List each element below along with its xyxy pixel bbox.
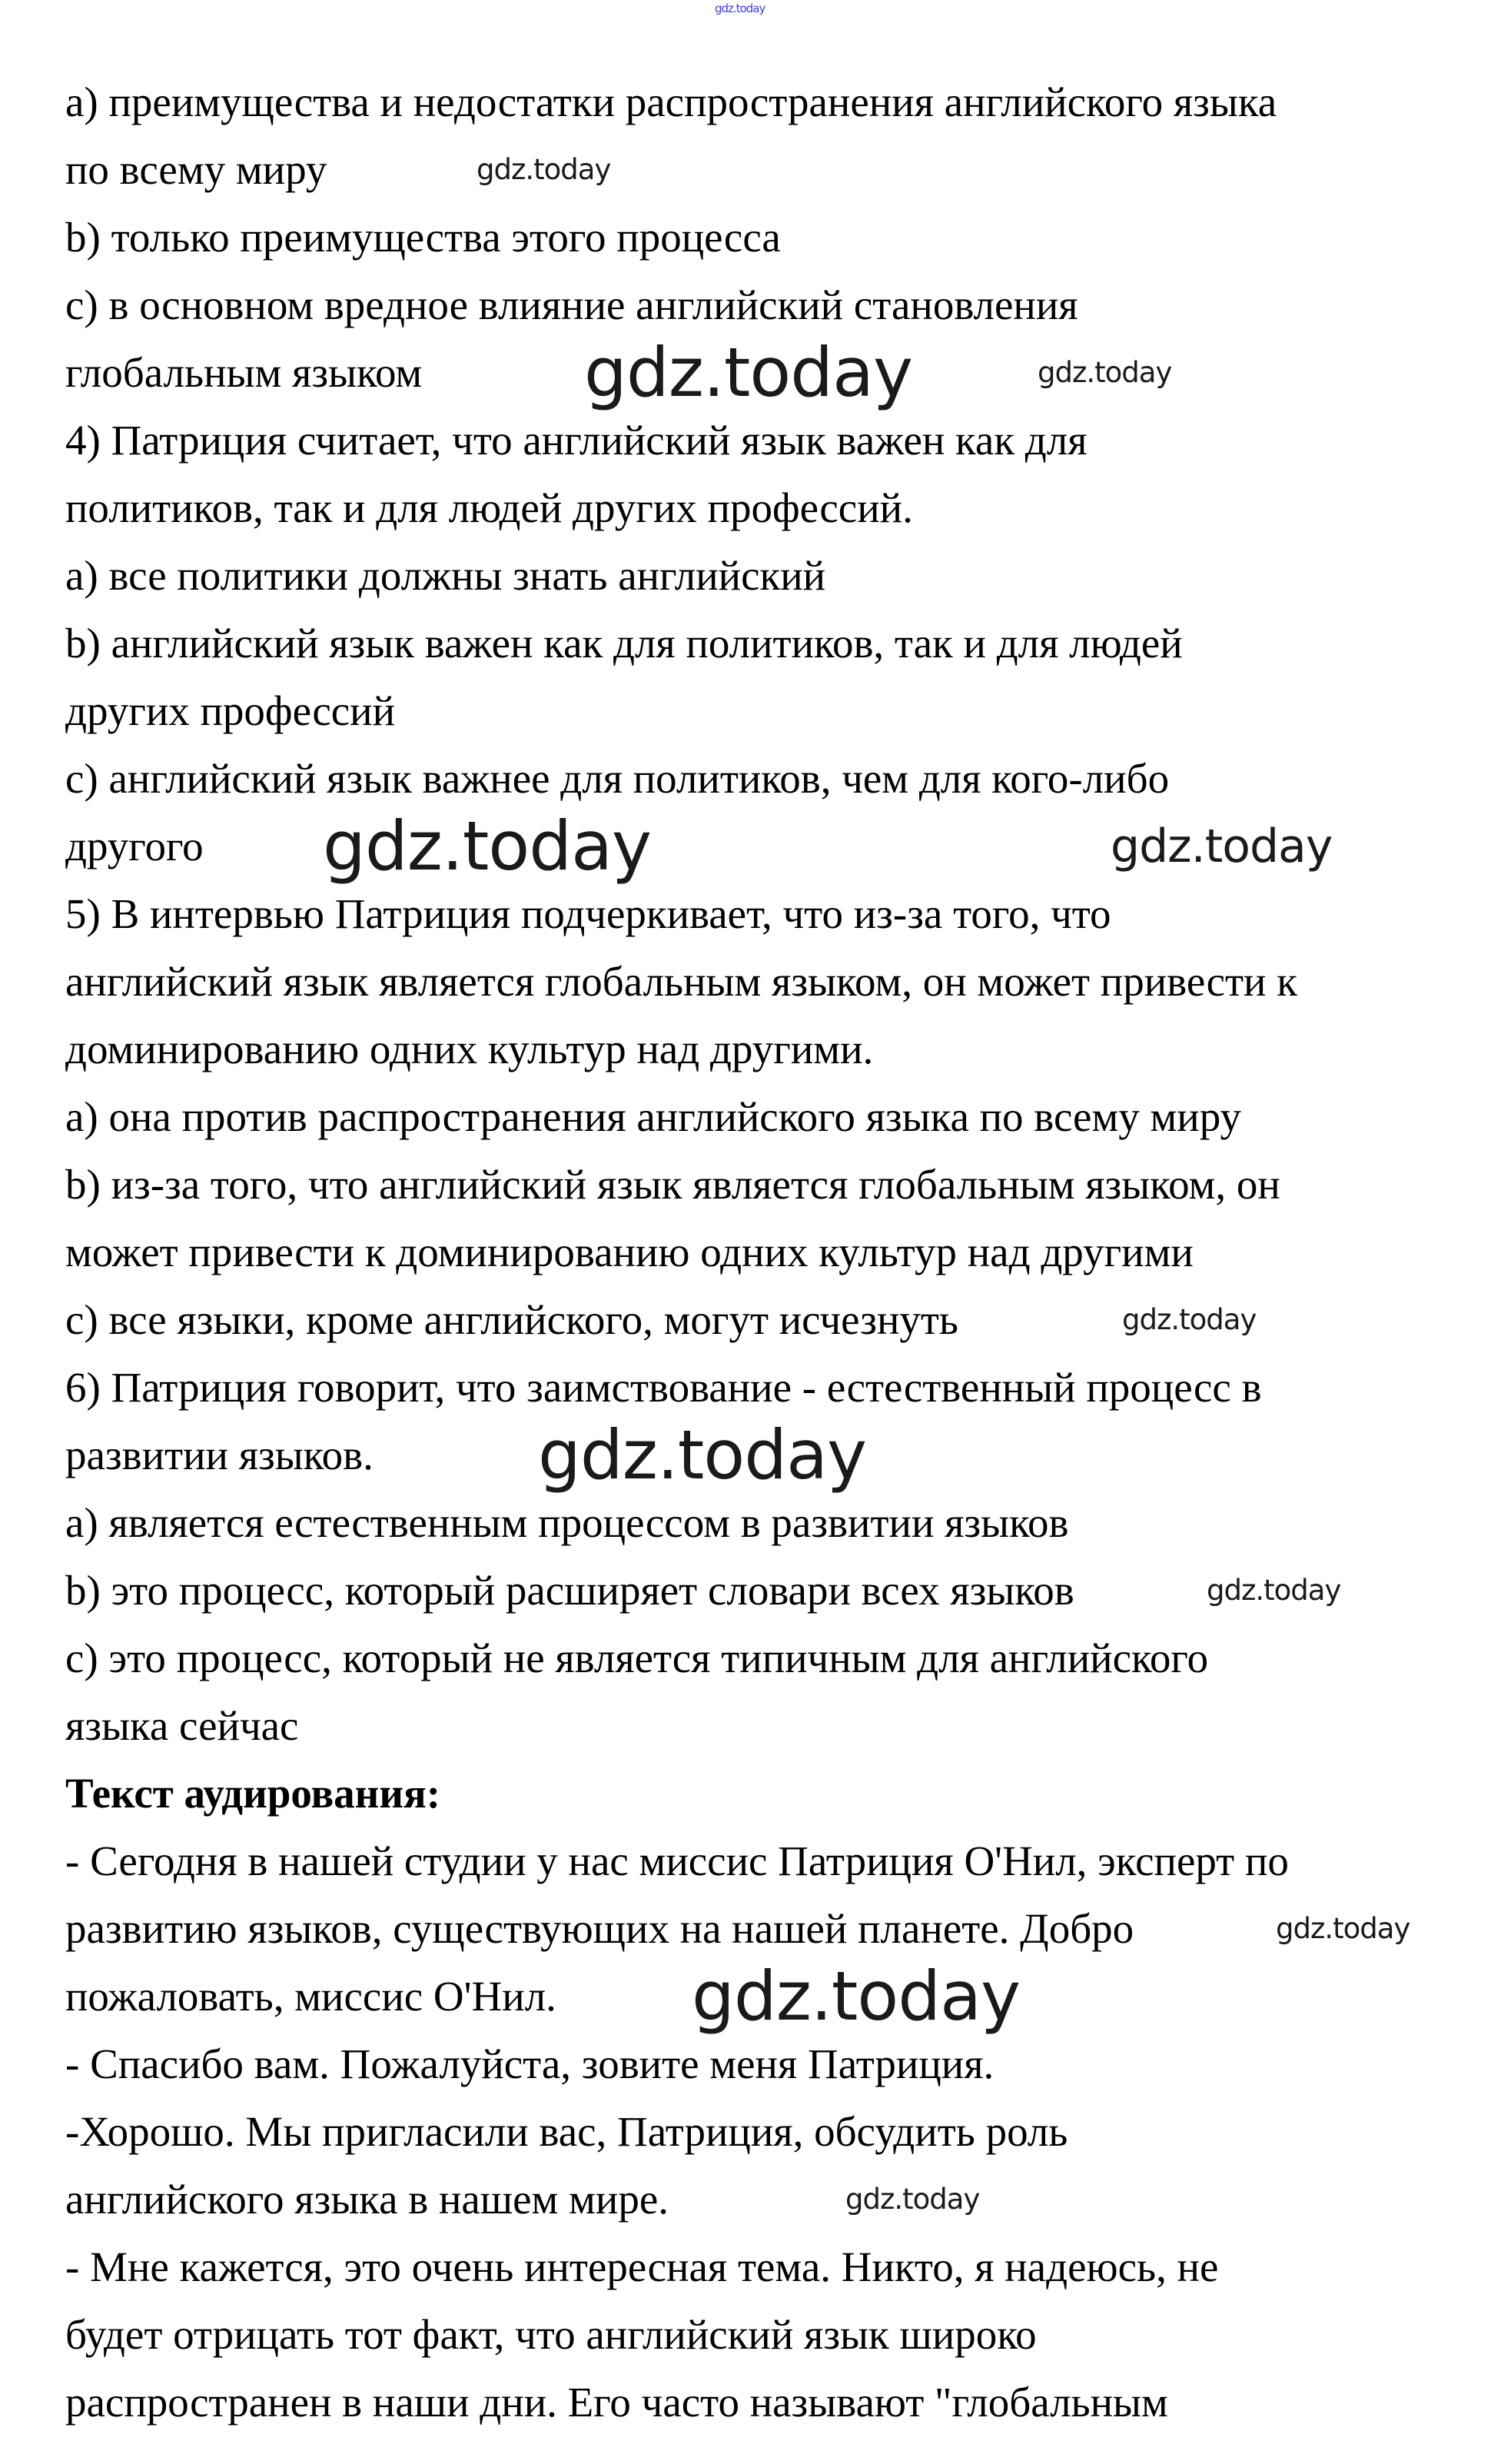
watermark: gdz.today bbox=[538, 1415, 867, 1495]
document-body bbox=[65, 68, 1464, 2436]
text-line: а) является естественным процессом в развитии языков bbox=[65, 1499, 1069, 1546]
text-line: b) из-за того, что английский язык является глобальным языком, он bbox=[65, 1161, 1280, 1208]
watermark: gdz.today bbox=[845, 2183, 980, 2216]
text-line: 4) Патриция считает, что английский язык важен как для bbox=[65, 417, 1088, 464]
text-line: 6) Патриция говорит, что заимствование - естественный процесс в bbox=[65, 1364, 1262, 1411]
watermark: gdz.today bbox=[1038, 356, 1172, 389]
text-line: других профессий bbox=[65, 687, 396, 734]
text-line: развитию языков, существующих на нашей планете. Добро bbox=[65, 1905, 1134, 1952]
text-line: b) это процесс, который расширяет словари всех языков bbox=[65, 1567, 1074, 1614]
text-line: -Хорошо. Мы пригласили вас, Патриция, обсудить роль bbox=[65, 2108, 1068, 2155]
watermark-top: gdz.today bbox=[715, 2, 765, 15]
text-line: языка сейчас bbox=[65, 1702, 299, 1749]
text-line: с) все языки, кроме английского, могут исчезнуть bbox=[65, 1296, 959, 1343]
watermark: gdz.today bbox=[1122, 1303, 1257, 1336]
text-line: с) английский язык важнее для политиков, чем для кого-либо bbox=[65, 755, 1170, 802]
text-line: b) английский язык важен как для политиков, так и для людей bbox=[65, 620, 1183, 667]
text-line: а) она против распространения английского языка по всему миру bbox=[65, 1093, 1242, 1140]
text-line: с) в основном вредное влияние английский становления bbox=[65, 281, 1078, 328]
section-heading: Текст аудирования: bbox=[65, 1770, 441, 1817]
text-line: - Спасибо вам. Пожалуйста, зовите меня Патриция. bbox=[65, 2040, 995, 2087]
text-line: может привести к доминированию одних культур над другими bbox=[65, 1229, 1194, 1275]
watermark: gdz.today bbox=[1207, 1574, 1341, 1607]
text-line: по всему миру bbox=[65, 146, 327, 193]
text-line: b) только преимущества этого процесса bbox=[65, 214, 781, 261]
text-line: доминированию одних культур над другими. bbox=[65, 1026, 874, 1072]
text-line: развитии языков. bbox=[65, 1432, 374, 1478]
text-line: распространен в наши дни. Его часто называют "глобальным bbox=[65, 2379, 1168, 2426]
text-line: с) это процесс, который не является типичным для английского bbox=[65, 1634, 1209, 1681]
text-line: 5) В интервью Патриция подчеркивает, что из-за того, что bbox=[65, 890, 1111, 937]
text-line: английский язык является глобальным языком, он может привести к bbox=[65, 958, 1297, 1005]
text-line: политиков, так и для людей других профессий. bbox=[65, 484, 913, 531]
watermark: gdz.today bbox=[477, 153, 611, 186]
text-line: пожаловать, миссис О'Нил. bbox=[65, 1973, 556, 2020]
watermark: gdz.today bbox=[323, 806, 652, 886]
text-line: другого bbox=[65, 823, 204, 870]
text-line: а) все политики должны знать английский bbox=[65, 552, 826, 599]
watermark: gdz.today bbox=[584, 333, 913, 412]
watermark: gdz.today bbox=[692, 1957, 1021, 2036]
text-line: английского языка в нашем мире. bbox=[65, 2176, 669, 2223]
text-line: - Сегодня в нашей студии у нас миссис Патриция О'Нил, эксперт по bbox=[65, 1837, 1289, 1884]
text-line: глобальным языком bbox=[65, 349, 423, 396]
text-line: - Мне кажется, это очень интересная тема. Никто, я надеюсь, не bbox=[65, 2243, 1219, 2290]
text-line: будет отрицать тот факт, что английский язык широко bbox=[65, 2311, 1037, 2358]
text-line: а) преимущества и недостатки распространения английского языка bbox=[65, 78, 1277, 125]
watermark: gdz.today bbox=[1276, 1912, 1410, 1945]
watermark: gdz.today bbox=[1111, 820, 1333, 873]
